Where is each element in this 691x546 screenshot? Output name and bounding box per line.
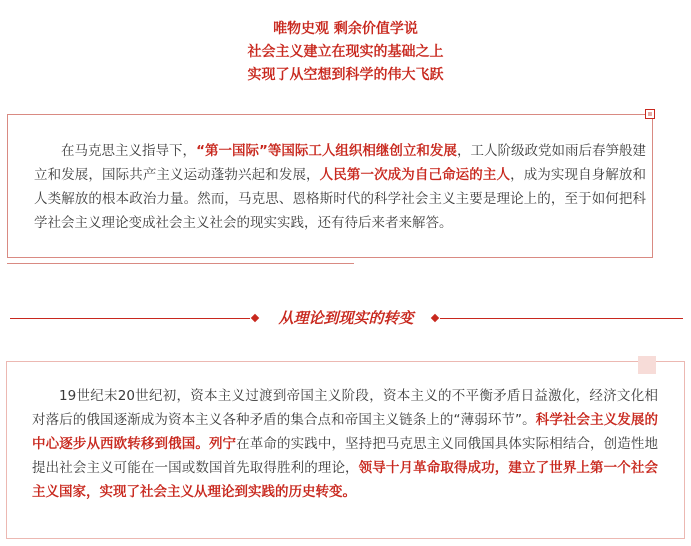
section-line-right — [440, 318, 683, 319]
paragraph-2 — [32, 384, 658, 504]
paragraph-1-text-1: 在马克思主义指导下， — [61, 143, 197, 159]
paragraph-2-highlight-2: 领导十月革命取得成功，建立了世界上第一个社会主义国家，实现了社会主义从理论到实践的历史转变。 — [32, 460, 659, 500]
header — [0, 18, 691, 87]
paragraph-2-highlight-1: 科学社会主义发展的中心逐步从西欧转移到俄国。列宁 — [32, 412, 659, 452]
paragraph-1-highlight-1: “第一国际”等国际工人组织相继创立和发展 — [196, 143, 457, 159]
section-title: 从理论到现实的转变 — [278, 309, 414, 327]
section-line-left — [10, 318, 250, 319]
divider-line — [7, 263, 354, 264]
paragraph-1 — [34, 139, 646, 235]
diamond-icon — [251, 314, 259, 322]
paragraph-1-text-2: ，工人阶级政党如雨后春笋般建立和发展，国际共产主义运动蓬勃兴起和发展， — [34, 143, 647, 183]
section-header — [0, 302, 691, 332]
corner-accent-block — [638, 356, 656, 374]
corner-square-icon — [645, 109, 655, 119]
paragraph-1-highlight-2: 人民第一次成为自己命运的主人 — [319, 167, 511, 183]
diamond-icon — [431, 314, 439, 322]
header-line-1: 唯物史观 剩余价值学说 — [273, 21, 418, 37]
paragraph-2-text-2: 在革命的实践中，坚持把马克思主义同俄国具体实际相结合，创造性地提出社会主义可能在一国或数国首先取得胜利的理论， — [32, 436, 659, 476]
paragraph-1-text-3: ，成为实现自身解放和人类解放的根本政治力量。然而，马克思、恩格斯时代的科学社会主义主要是理论上的，至于如何把科学社会主义理论变成社会主义社会的现实实践，还有待后来者来解答。 — [34, 167, 647, 231]
header-line-2: 社会主义建立在现实的基础之上 — [247, 44, 444, 60]
header-line-3: 实现了从空想到科学的伟大飞跃 — [247, 67, 444, 83]
paragraph-2-text-1: 19世纪末20世纪初，资本主义过渡到帝国主义阶段，资本主义的不平衡矛盾日益激化，经济文化相对落后的俄国逐渐成为资本主义各种矛盾的集合点和帝国主义链条上的“薄弱环节”。 — [32, 388, 658, 428]
